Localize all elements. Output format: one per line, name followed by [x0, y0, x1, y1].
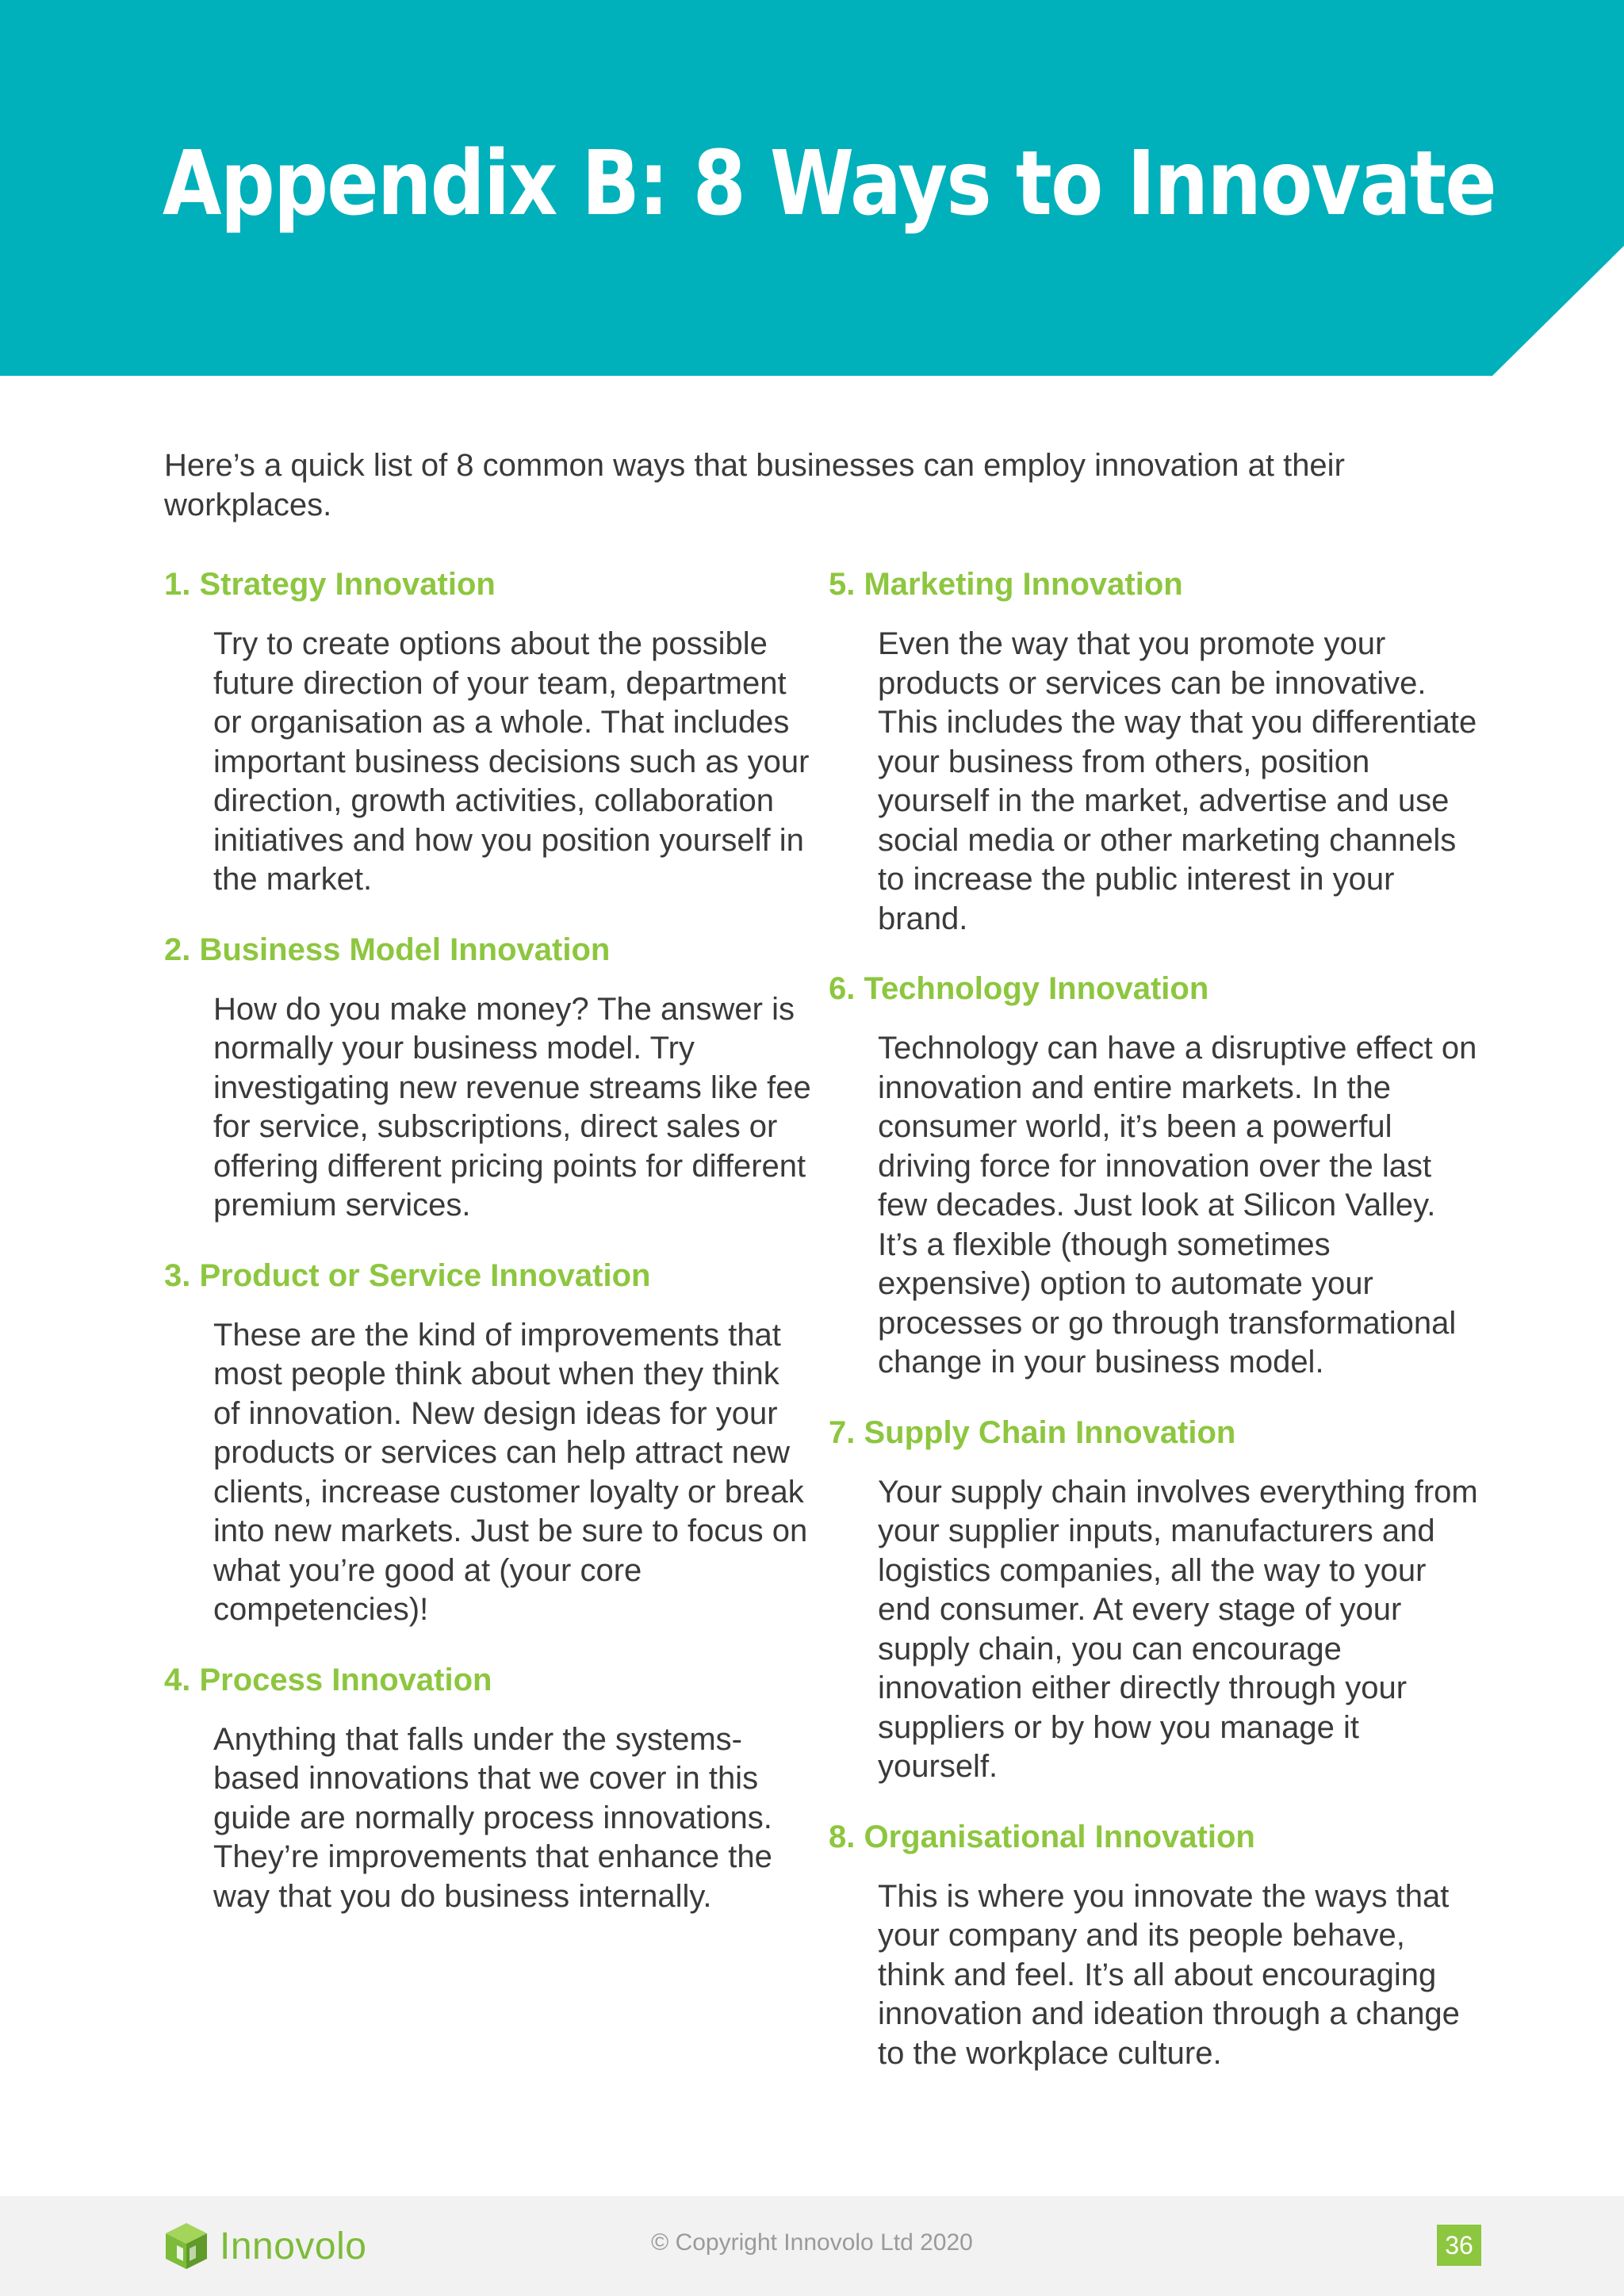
copyright-text: © Copyright Innovolo Ltd 2020 [651, 2229, 973, 2256]
item-text: Your supply chain involves everything from your supplier inputs, manufacturers and logistics companies, all the way to your end consumer. At every stage of your supply chain, you can encourage innovation either directly through your suppliers or by how you manage it yourself. [878, 1474, 1478, 1784]
item-text: These are the kind of improvements that most people think about when they think of innovation. New design ideas for your products or services can help attract new clients, increase customer loyalty or break into new markets. Just be sure to focus on what you’re good at (your core competencies)! [213, 1317, 808, 1627]
item-text: Even the way that you promote your products or services can be innovative. This includes the way that you differentiate your business from others, position yourself in the market, advertise and use social media or other marketing channels to increase the public interest in your brand. [878, 626, 1477, 936]
item-heading: 6. Technology Innovation [829, 971, 1209, 1006]
page-number: 36 [1437, 2225, 1481, 2266]
innovation-item [829, 969, 1479, 1383]
item-heading: 7. Supply Chain Innovation [829, 1414, 1236, 1450]
innovation-item [829, 564, 1479, 939]
item-text: Try to create options about the possible future direction of your team, department or organisation as a whole. That includes important business decisions such as your direction, growth activities, collaboration initiatives and how you position yourself in the market. [213, 626, 810, 897]
left-column [164, 564, 814, 1946]
page-title: Appendix B: 8 Ways to Innovate [163, 132, 1496, 235]
item-text: How do you make money? The answer is normally your business model. Try investigating new revenue streams like fee for service, subscriptions, direct sales or offering different pricing points for different premium services. [213, 991, 811, 1223]
right-column [829, 564, 1479, 2103]
item-text: Technology can have a disruptive effect on innovation and entire markets. In the consumer world, it’s been a powerful driving force for innovation over the last few decades. Just look at Silicon Valley. It’s a flexible (though sometimes expensive) option to automate your processes or go through transformational change in your business model. [878, 1031, 1477, 1380]
item-heading: 3. Product or Service Innovation [164, 1257, 651, 1293]
innovation-item [164, 1660, 814, 1917]
item-heading: 5. Marketing Innovation [829, 567, 1183, 602]
innovation-item [164, 564, 814, 900]
intro-paragraph: Here’s a quick list of 8 common ways that businesses can employ innovation at their workplaces. [164, 448, 1345, 522]
innovation-item [829, 1413, 1479, 1787]
logo-text: Innovolo [220, 2225, 367, 2267]
page-footer [0, 2196, 1624, 2296]
item-heading: 8. Organisational Innovation [829, 1819, 1255, 1854]
item-heading: 1. Strategy Innovation [164, 567, 496, 602]
innovation-item [164, 1256, 814, 1630]
innovation-item [164, 930, 814, 1226]
item-text: Anything that falls under the systems-based innovations that we cover in this guide are normally process innovations. They’re improvements that enhance the way that you do business internally. [213, 1721, 772, 1914]
item-text: This is where you innovate the ways that your company and its people behave, think and feel. It’s all about encouraging innovation and ideation through a change to the workplace culture. [878, 1878, 1460, 2071]
item-heading: 2. Business Model Innovation [164, 932, 611, 967]
item-heading: 4. Process Innovation [164, 1662, 492, 1697]
innovation-item [829, 1817, 1479, 2074]
